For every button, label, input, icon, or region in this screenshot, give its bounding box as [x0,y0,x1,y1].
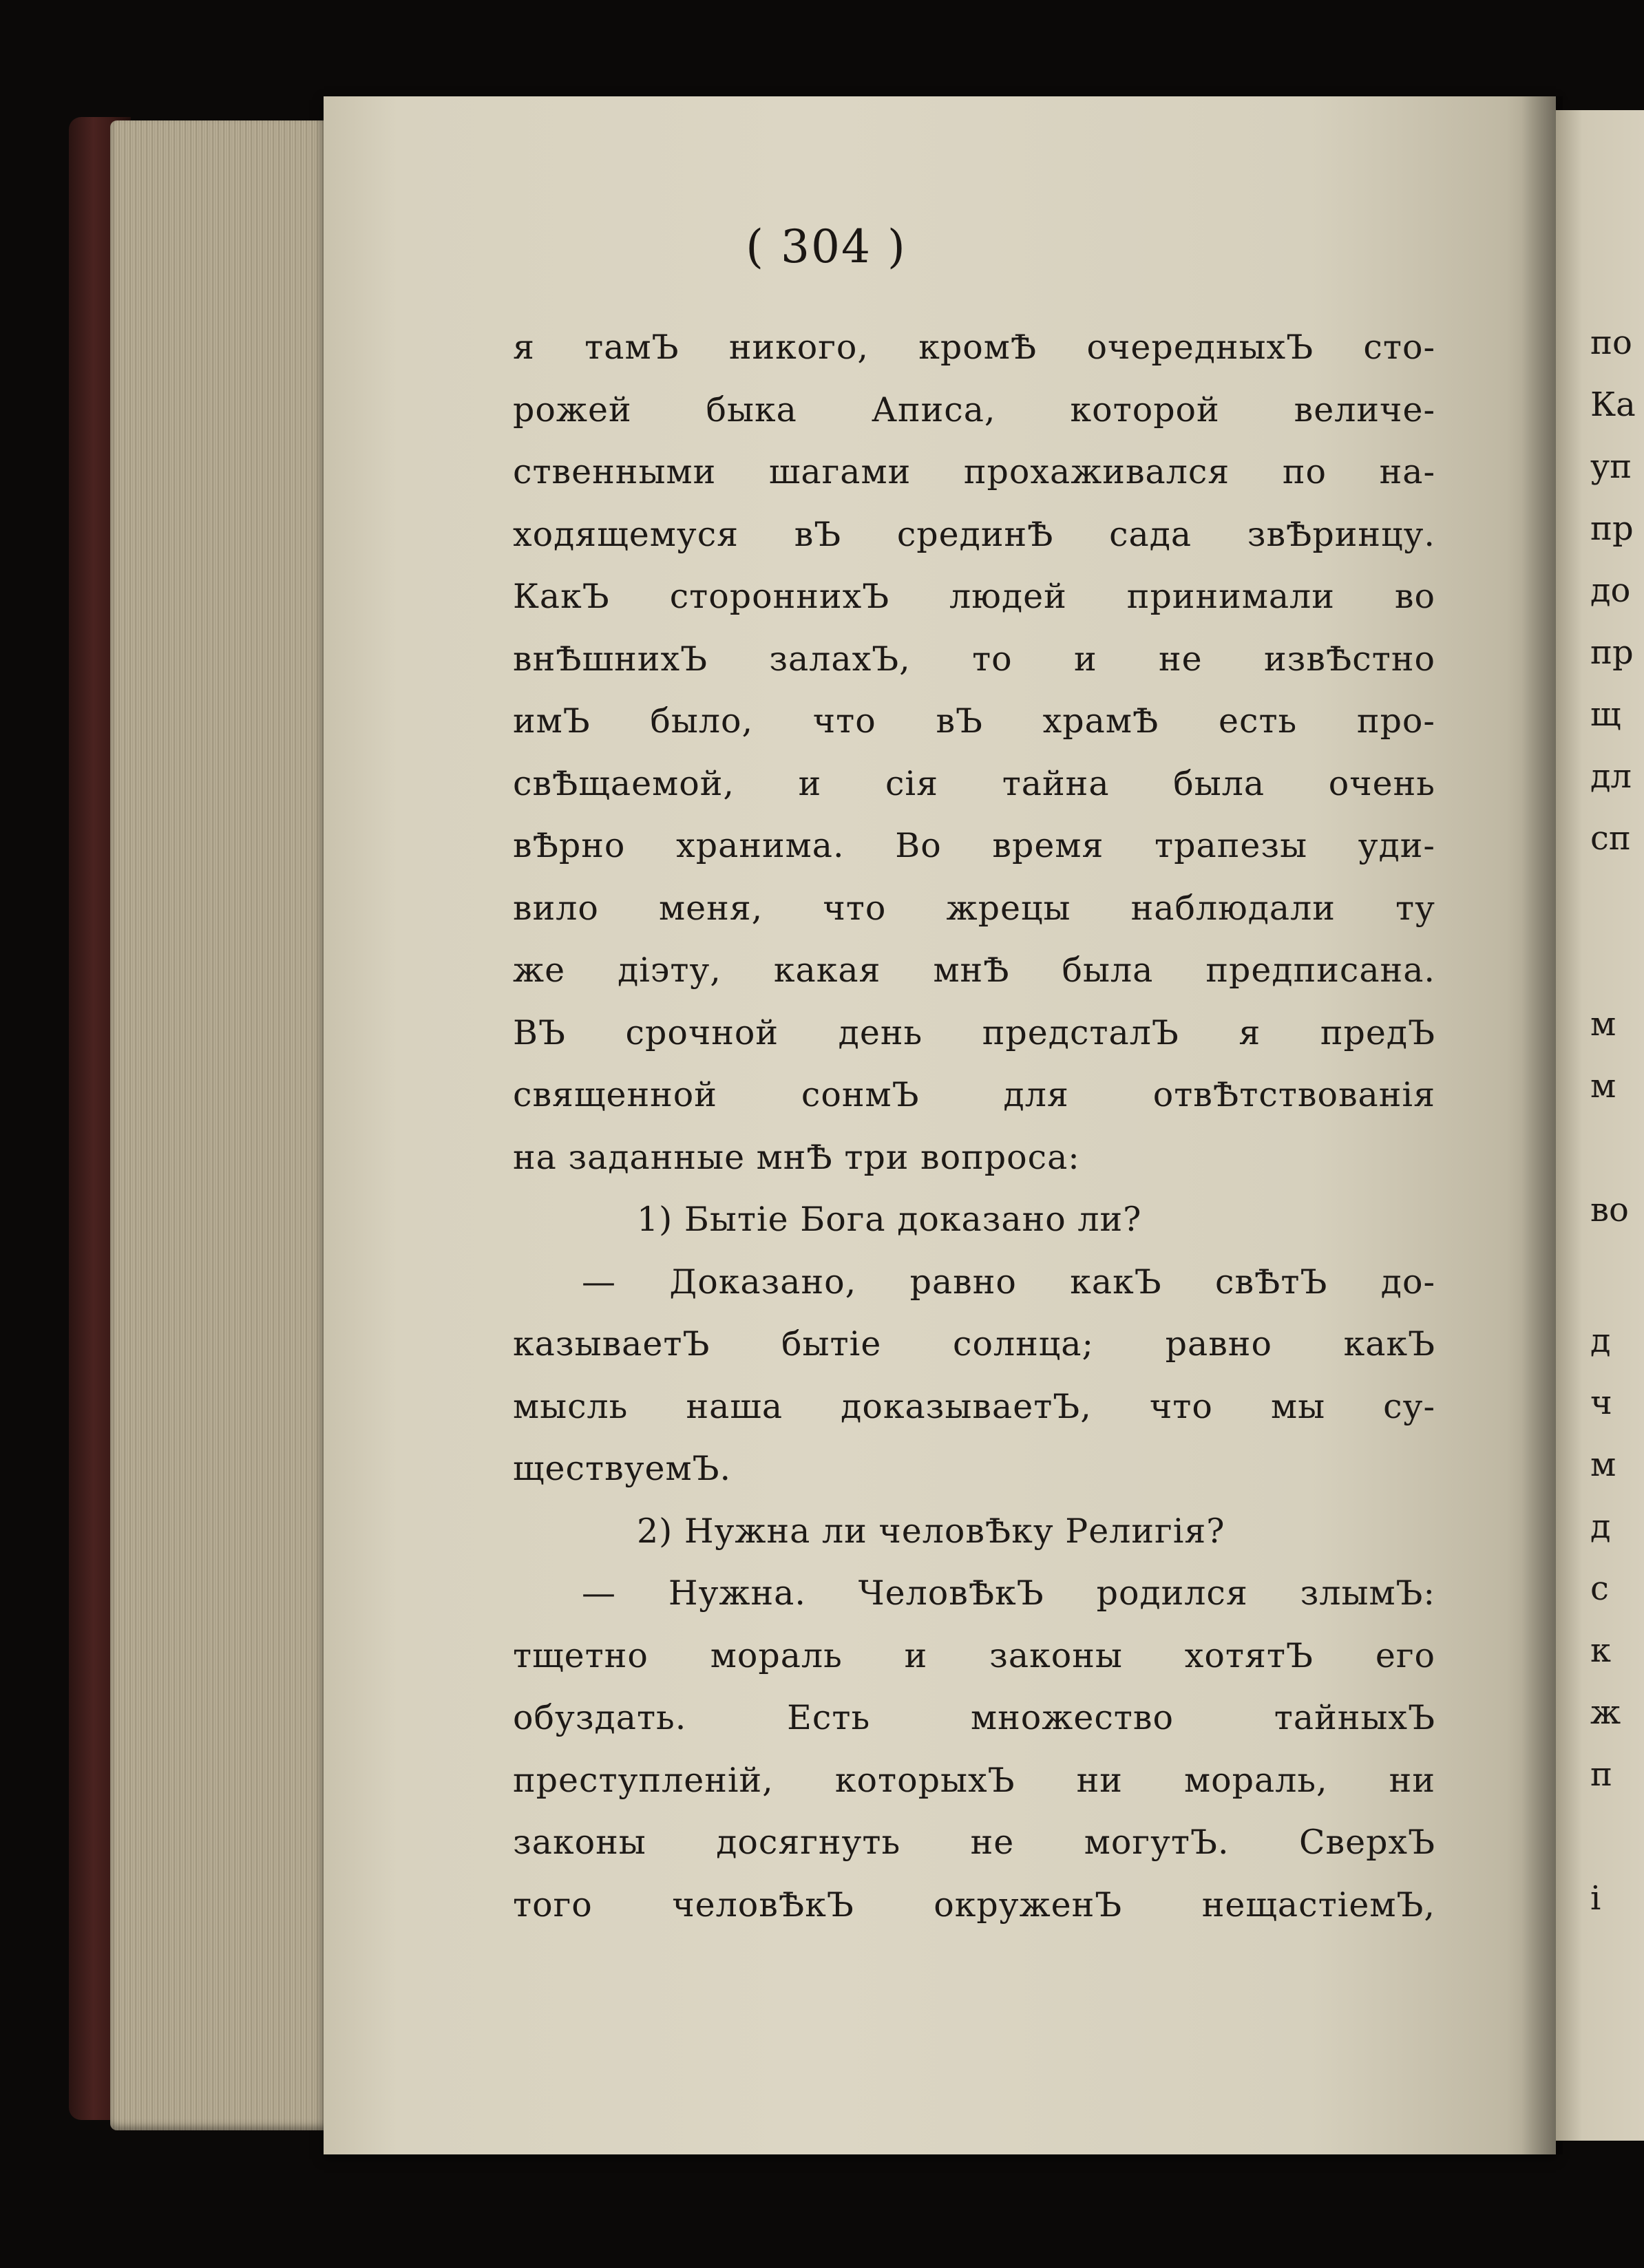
text-line: рожей быка Аписа, которой величе- [513,390,1435,430]
facing-fragment: сп [1590,819,1631,858]
page-edges [110,120,344,2130]
facing-fragment: м [1590,1005,1616,1043]
facing-fragment: по [1590,324,1632,362]
text-line: я тамЪ никого, кромѢ очередныхЪ сто- [513,328,1435,367]
facing-fragment: і [1590,1879,1601,1918]
facing-fragment: с [1590,1569,1609,1608]
facing-fragment: к [1590,1631,1611,1670]
text-line: вило меня, что жрецы наблюдали ту [513,888,1435,928]
text-line: ходящемуся вЪ срединѢ сада звѢринцу. [513,514,1435,554]
text-line: преступленій, которыхЪ ни мораль, ни [513,1760,1435,1800]
text-line: ственными шагами прохаживался по на- [513,452,1435,491]
facing-fragment: дл [1590,757,1632,796]
facing-fragment: уп [1590,447,1632,486]
text-line: ществуемЪ. [513,1449,732,1488]
facing-fragment: м [1590,1067,1616,1105]
text-line: законы досягнуть не могутЪ. СверхЪ [513,1823,1435,1862]
text-line: вѢрно хранима. Во время трапезы уди- [513,826,1435,865]
text-line: на заданные мнѢ три вопроса: [513,1137,1080,1177]
text-line: того человѢкЪ окруженЪ нещастіемЪ, [513,1885,1435,1925]
text-line: тщетно мораль и законы хотятЪ его [513,1635,1435,1675]
facing-fragment: щ [1590,695,1621,734]
facing-fragment: д [1590,1507,1611,1546]
facing-fragment: ж [1590,1693,1621,1732]
facing-fragment: м [1590,1445,1616,1484]
text-line: обуздать. Есть множество тайныхЪ [513,1698,1435,1737]
question-line: 2) Нужна ли человѢку Религія? [637,1511,1225,1551]
facing-fragment: ч [1590,1384,1612,1422]
text-line: внѢшнихЪ залахЪ, то и не извѢстно [513,639,1435,679]
page-text [513,317,1435,1936]
facing-fragment: Ка [1590,385,1636,424]
answer-line: — Доказано, равно какЪ свѢтЪ до- [582,1262,1435,1302]
facing-fragment: пр [1590,509,1634,548]
facing-fragment: п [1590,1755,1612,1794]
facing-fragment: д [1590,1322,1611,1360]
text-line: имЪ было, что вЪ храмѢ есть про- [513,701,1435,741]
facing-fragment: пр [1590,633,1634,672]
text-line: ВЪ срочной день предсталЪ я предЪ [513,1013,1435,1052]
text-line: мысль наша доказываетЪ, что мы су- [513,1386,1435,1426]
text-line: свѢщаемой, и сія тайна была очень [513,763,1435,803]
text-line: священной сонмЪ для отвѢтствованія [513,1075,1435,1114]
facing-fragment: во [1590,1191,1629,1229]
text-line: казываетЪ бытіе солнца; равно какЪ [513,1324,1435,1364]
text-line: же діэту, какая мнѢ была предписана. [513,951,1435,990]
text-line: КакЪ стороннихЪ людей принимали во [513,577,1435,616]
facing-fragment: до [1590,571,1631,610]
question-line: 1) Бытіе Бога доказано ли? [637,1200,1142,1239]
answer-line: — Нужна. ЧеловѢкЪ родился злымЪ: [582,1573,1435,1613]
page-number: ( 304 ) [746,220,907,273]
